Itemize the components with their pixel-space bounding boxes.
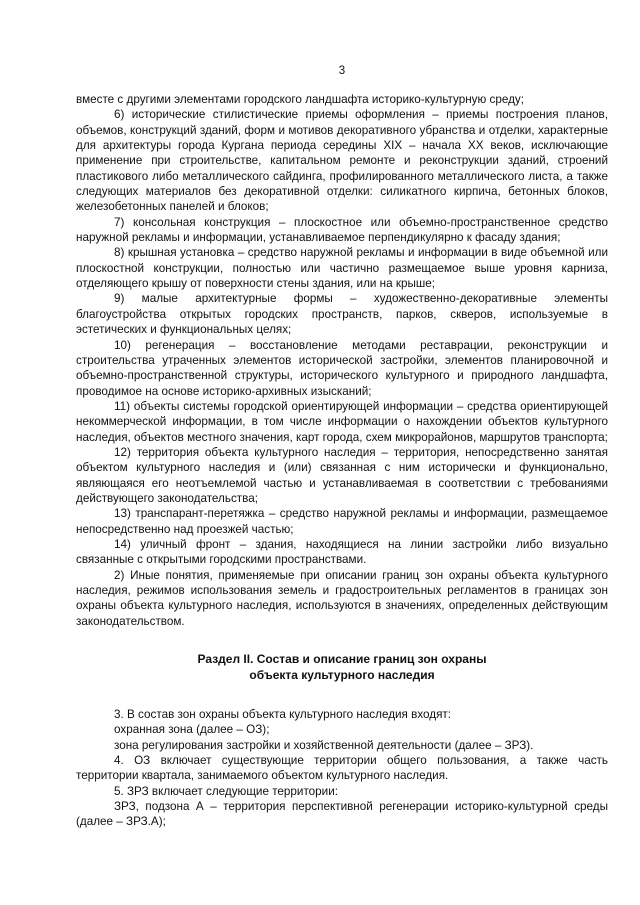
paragraph: 13) транспарант-перетяжка – средство наружной рекламы и информации, размещаемое непосредственно над проезжей частью; [76, 507, 608, 536]
paragraph: охранная зона (далее – ОЗ); [114, 723, 270, 737]
paragraph: 3. В состав зон охраны объекта культурного наследия входят: [114, 708, 452, 722]
paragraph: ЗРЗ, подзона А – территория перспективной регенерации историко-культурной среды (далее – ЗРЗ.А); [76, 800, 608, 829]
paragraph: 10) регенерация – восстановление методами реставрации, реконструкции и строительства утраченных элементов исторической застройки, элементов планировочной и объемно-пространственной структуры, исторического культурного и природного ландшафта, проводимое на основе историко-архивных изысканий; [76, 338, 608, 398]
section-content [76, 707, 608, 830]
paragraph: 14) уличный фронт – здания, находящиеся на линии застройки либо визуально связанные с открытыми городскими пространствами. [76, 537, 608, 567]
paragraph: 12) территория объекта культурного наследия – территория, непосредственно занятая объектом культурного наследия и (или) связанная с ним исторически и функционально, являющаяся его неотъемлемой частью и устанавливаемая в соответствии с требованиями действующего законодательства; [76, 445, 608, 505]
section-heading [76, 651, 608, 683]
paragraph: 4. ОЗ включает существующие территории общего пользования, а также часть территории квартала, занимаемого объектом культурного наследия. [76, 754, 608, 783]
paragraph: зона регулирования застройки и хозяйственной деятельности (далее – ЗРЗ). [114, 738, 534, 752]
paragraph: вместе с другими элементами городского ландшафта историко-культурную среду; [76, 93, 524, 106]
document-page [76, 64, 608, 830]
page-number: 3 [338, 65, 346, 77]
paragraph: 6) исторические стилистические приемы оформления – приемы построения планов, объемов, конструкций зданий, форм и мотивов декоративного убранства и отделки, характерные для архитектуры города Кургана периода середины XIX – начала XX веков, исключающие применение при строительстве, капитальном ремонте и реконструкции зданий, строений пластикового либо металлического сайдинга, профилированного металлического листа, а также следующих материалов без декоративной отделки: силикатного кирпича, бетонных блоков, железобетонных панелей и блоков; [76, 108, 608, 214]
paragraph: 9) малые архитектурные формы – художественно-декоративные элементы благоустройства открытых городских пространств, парков, скверов, используемые в эстетических и функциональных целях; [76, 292, 608, 337]
paragraph: 7) консольная конструкция – плоскостное или объемно-пространственное средство наружной рекламы и информации, устанавливаемое перпендикулярно к фасаду здания; [76, 215, 608, 245]
paragraph: 2) Иные понятия, применяемые при описании границ зон охраны объекта культурного наследия, режимов использования земель и градостроительных регламентов в границах зон охраны объекта культурного наследия, используются в значениях, определенных действующим законодательством. [76, 568, 608, 628]
paragraph: 8) крышная установка – средство наружной рекламы и информации в виде объемной или плоскостной конструкции, полностью или частично размещаемое выше уровня карниза, отделяющего крышу от поверхности стены здания, или на крыше; [76, 246, 608, 291]
section-heading-line: объекта культурного наследия [249, 668, 435, 683]
definitions-list [76, 92, 608, 629]
paragraph: 11) объекты системы городской ориентирующей информации – средства ориентирующей некоммерческой информации, в том числе информации о нахождении объектов культурного наследия, объектов местного значения, карт города, схем микрорайонов, маршрутов транспорта; [76, 399, 608, 444]
section-heading-line: Раздел II. Состав и описание границ зон охраны [197, 652, 487, 667]
document-body [76, 92, 608, 830]
paragraph: 5. ЗРЗ включает следующие территории: [114, 784, 338, 798]
